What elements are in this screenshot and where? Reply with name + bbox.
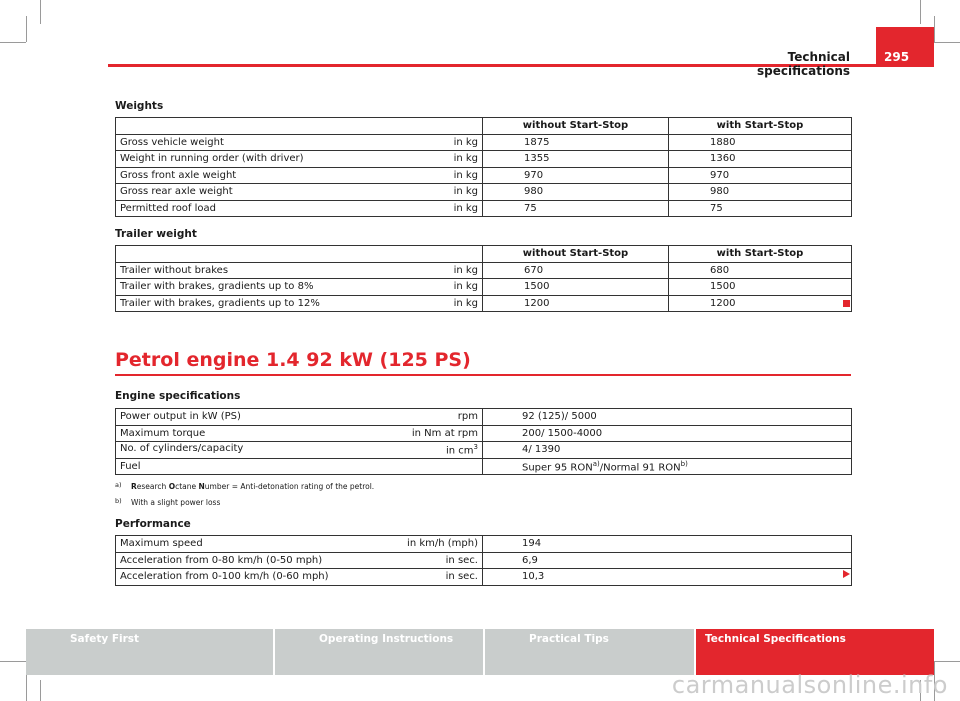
row-value: 200/ 1500-4000 [483,425,852,442]
row-label: Permitted roof load [120,202,217,214]
row-unit: in kg [453,297,478,309]
row-label: Gross rear axle weight [120,186,233,198]
table-header-with-start-stop: with Start-Stop [669,246,852,263]
row-label: Trailer with brakes, gradients up to 12% [120,297,320,309]
table-row [116,262,852,279]
engine-specs-table [115,408,852,475]
footnote-mark: b) [115,497,122,505]
watermark: carmanualsonline.info [671,671,948,699]
row-label: Weight in running order (with driver) [120,153,304,165]
section-end-marker [843,300,850,307]
footer-nav [26,629,934,675]
trailer-weight-label: Trailer weight [115,228,197,240]
row-unit: in sec. [445,571,478,583]
footnote-mark: a) [115,481,122,489]
crop-mark [920,0,921,24]
fuel-value-normal: /Normal 91 RON [599,461,681,473]
table-row [116,409,852,426]
footnote-text: umber = Anti-detonation rating of the petrol. [204,482,375,491]
table-row [116,295,852,312]
row-label: Power output in kW (PS) [120,411,241,423]
weights-label: Weights [115,100,164,112]
value-with: 680 [669,262,852,279]
crop-mark [934,42,960,43]
row-unit: in kg [453,202,478,214]
value-with: 1360 [669,151,852,168]
row-label: Trailer with brakes, gradients up to 8% [120,281,314,293]
value-with: 970 [669,167,852,184]
value-without: 1200 [483,295,669,312]
value-with: 1200 [669,295,852,312]
header-title: Technical specifications [757,50,850,78]
table-row [116,200,852,217]
table-header-row [116,118,852,135]
footnote-initial-n: N [198,482,205,491]
table-header-with-start-stop: with Start-Stop [669,118,852,135]
continue-arrow-icon [843,570,850,578]
row-unit: in kg [453,186,478,198]
row-label: Maximum speed [120,538,203,550]
value-without: 1875 [483,134,669,151]
value-without: 75 [483,200,669,217]
row-value: 10,3 [483,569,852,586]
tab-safety-first[interactable]: Safety First [26,629,273,675]
table-row [116,458,852,475]
crop-mark [0,661,26,662]
value-without: 670 [483,262,669,279]
unit-text: in cm [445,445,474,457]
value-with: 980 [669,184,852,201]
footnote-initial-o: O [168,482,176,491]
footnote-ref-a: a) [592,459,600,468]
table-header-without-start-stop: without Start-Stop [483,246,669,263]
crop-mark [934,661,960,662]
row-value: 194 [483,536,852,553]
tab-practical-tips[interactable]: Practical Tips [483,629,694,675]
row-unit: in kg [453,169,478,181]
row-value: 6,9 [483,552,852,569]
footnote-initial-r: R [131,482,137,491]
table-row [116,151,852,168]
weights-table [115,117,852,217]
row-label: Gross front axle weight [120,169,237,181]
table-row [116,552,852,569]
trailer-weight-table [115,245,852,312]
table-row [116,569,852,586]
table-header-empty [116,118,483,135]
row-label: Maximum torque [120,427,206,439]
row-unit: in sec. [445,554,478,566]
crop-mark [0,42,26,43]
table-row [116,167,852,184]
value-without: 980 [483,184,669,201]
row-label: No. of cylinders/capacity [120,443,244,455]
performance-label: Performance [115,518,191,530]
row-label: Trailer without brakes [120,264,229,276]
table-header-without-start-stop: without Start-Stop [483,118,669,135]
tab-technical-specifications[interactable]: Technical Specifications [694,629,934,675]
engine-specs-label: Engine specifications [115,390,241,402]
table-header-empty [116,246,483,263]
row-unit: in kg [453,153,478,165]
value-with: 1880 [669,134,852,151]
table-row [116,134,852,151]
footnote-a [115,481,374,491]
tab-operating-instructions[interactable]: Operating Instructions [273,629,483,675]
footnote-text: With a slight power loss [131,498,221,507]
fuel-value-super: Super 95 RON [522,461,593,473]
crop-mark [40,680,41,701]
footnote-text: esearch [136,482,169,491]
row-unit: rpm [457,411,478,423]
section-title-rule [115,374,851,376]
crop-mark [934,16,935,42]
page-number: 295 [884,50,910,64]
performance-table [115,535,852,586]
value-with: 75 [669,200,852,217]
value-with: 1500 [669,279,852,296]
row-unit: in kg [453,264,478,276]
row-label: Gross vehicle weight [120,136,224,148]
table-row [116,442,852,459]
row-label: Fuel [120,460,141,472]
footnote-b [115,497,220,507]
row-value [483,458,852,475]
row-unit: in kg [453,136,478,148]
table-row [116,279,852,296]
row-unit [446,443,478,456]
unit-superscript: 3 [473,443,478,452]
value-without: 1355 [483,151,669,168]
row-value: 4/ 1390 [483,442,852,459]
row-unit: in km/h (mph) [407,538,478,550]
table-row [116,536,852,553]
footnote-ref-b: b) [680,459,688,468]
table-row [116,425,852,442]
row-label: Acceleration from 0-100 km/h (0-60 mph) [120,571,329,583]
row-unit: in kg [453,281,478,293]
value-without: 970 [483,167,669,184]
row-label: Acceleration from 0-80 km/h (0-50 mph) [120,554,323,566]
row-value: 92 (125)/ 5000 [483,409,852,426]
table-row [116,184,852,201]
value-without: 1500 [483,279,669,296]
table-header-row [116,246,852,263]
crop-mark [26,16,27,42]
footnote-text: ctane [175,482,199,491]
engine-section-title: Petrol engine 1.4 92 kW (125 PS) [115,349,471,371]
row-unit: in Nm at rpm [411,427,478,439]
crop-mark [40,0,41,24]
